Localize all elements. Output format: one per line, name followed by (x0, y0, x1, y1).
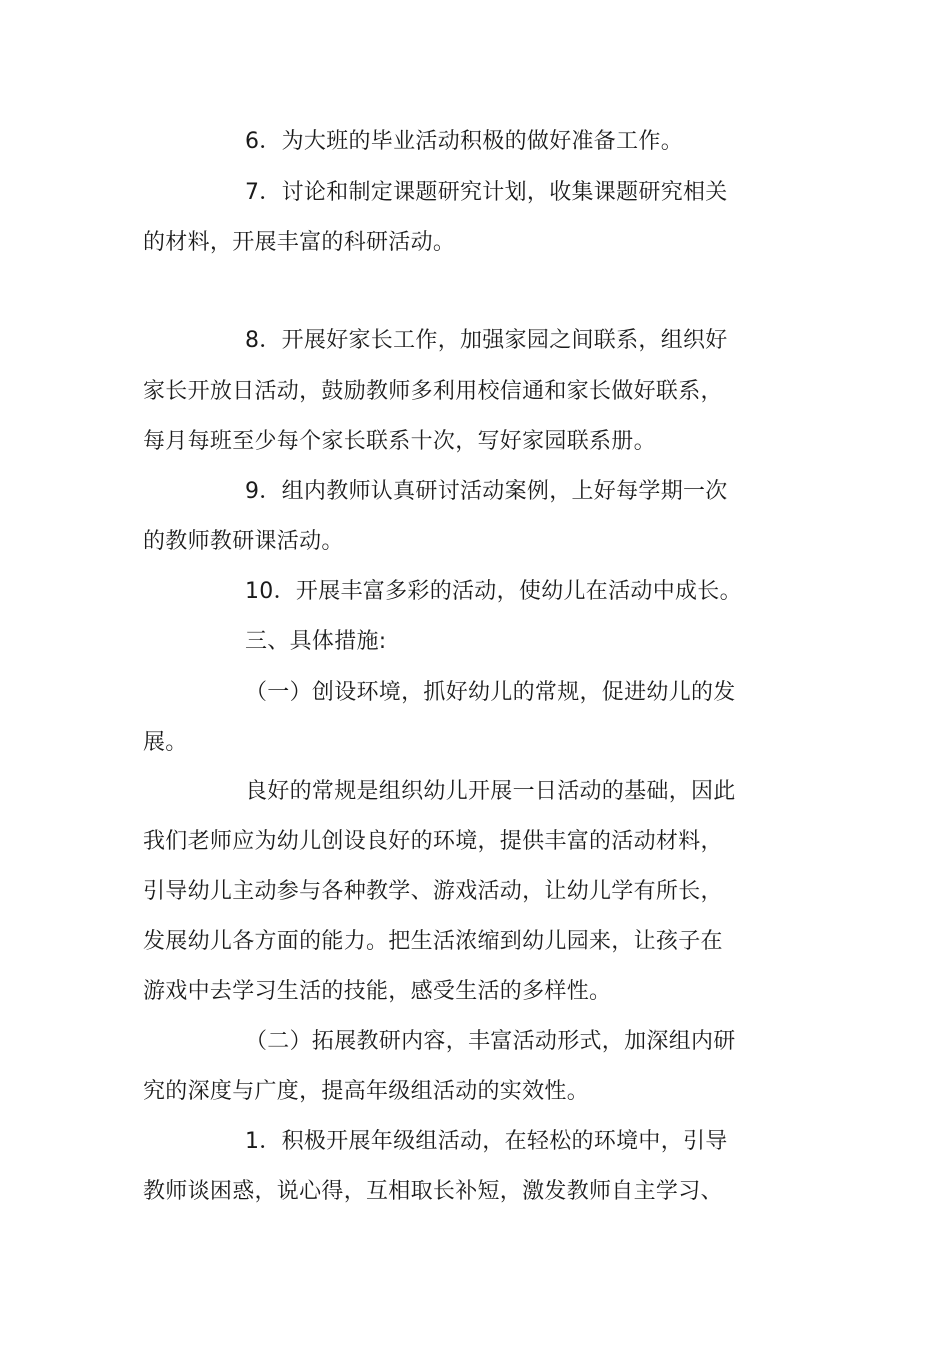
text-line: 10．开展丰富多彩的活动，使幼儿在活动中成长。 (245, 579, 742, 604)
text-line: 9．组内教师认真研讨活动案例，上好每学期一次 (245, 479, 728, 504)
section-heading: 三、具体措施: (245, 629, 387, 654)
text-line: 每月每班至少每个家长联系十次，写好家园联系册。 (143, 429, 656, 454)
text-line: 1．积极开展年级组活动，在轻松的环境中，引导 (245, 1129, 728, 1154)
text-line: 我们老师应为幼儿创设良好的环境，提供丰富的活动材料， (143, 829, 723, 854)
text-line: 的材料，开展丰富的科研活动。 (143, 230, 456, 255)
text-line: 7．讨论和制定课题研究计划，收集课题研究相关 (245, 180, 728, 205)
subsection-heading: （一）创设环境，抓好幼儿的常规，促进幼儿的发 (245, 680, 736, 705)
subsection-heading: （二）拓展教研内容，丰富活动形式，加深组内研 (245, 1029, 736, 1054)
text-line: 发展幼儿各方面的能力。把生活浓缩到幼儿园来，让孩子在 (143, 929, 723, 954)
text-line: 家长开放日活动，鼓励教师多利用校信通和家长做好联系， (143, 379, 723, 404)
text-line: 教师谈困惑，说心得，互相取长补短，激发教师自主学习、 (143, 1179, 723, 1204)
text-line: 良好的常规是组织幼儿开展一日活动的基础，因此 (245, 779, 736, 804)
text-line: 的教师教研课活动。 (143, 529, 344, 554)
text-line: 6．为大班的毕业活动积极的做好准备工作。 (245, 129, 683, 154)
text-line: 游戏中去学习生活的技能，感受生活的多样性。 (143, 979, 612, 1004)
text-line: 引导幼儿主动参与各种教学、游戏活动，让幼儿学有所长， (143, 879, 723, 904)
text-line: 展。 (143, 730, 188, 755)
text-line: 究的深度与广度，提高年级组活动的实效性。 (143, 1079, 590, 1104)
text-line: 8．开展好家长工作，加强家园之间联系，组织好 (245, 328, 728, 353)
